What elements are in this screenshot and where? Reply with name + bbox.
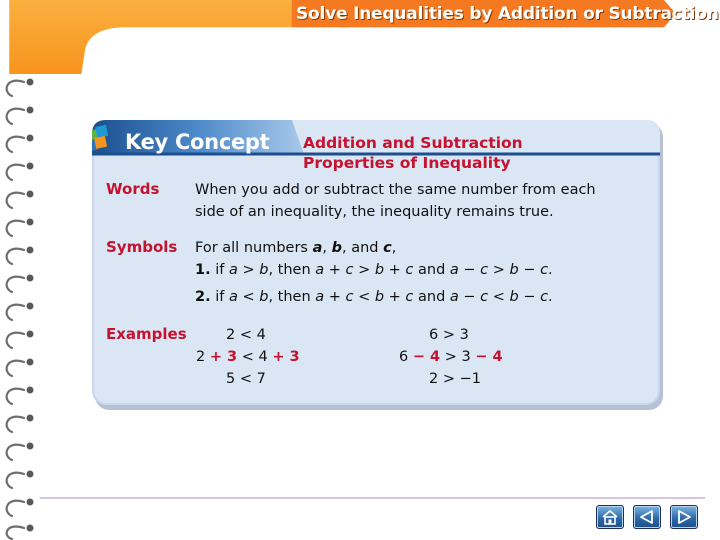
example-sub-line2: 6 − 4 > 3 − 4 — [399, 349, 503, 365]
key-concept-badge: Key Concept — [125, 130, 270, 154]
rule-2: 2. if a < b, then a + c < b + c and a − c < b − c. — [195, 289, 553, 305]
footer-divider — [40, 497, 705, 499]
words-label: Words — [106, 180, 160, 198]
back-button[interactable] — [633, 505, 661, 529]
back-arrow-icon — [634, 506, 660, 528]
forward-button[interactable] — [670, 505, 698, 529]
concept-subtitle — [303, 133, 523, 173]
example-add-line2: 2 + 3 < 4 + 3 — [196, 349, 300, 365]
words-line2: side of an inequality, the inequality remains true. — [195, 204, 554, 220]
example-sub-line1: 6 > 3 — [429, 327, 469, 343]
home-button[interactable] — [596, 505, 624, 529]
example-add-line3: 5 < 7 — [226, 371, 266, 387]
header-bar — [0, 0, 720, 78]
concept-subtitle-line2: Properties of Inequality — [303, 154, 511, 172]
page-title: Solve Inequalities by Addition or Subtraction — [296, 4, 719, 24]
key-concept-card — [92, 120, 663, 410]
concept-subtitle-line1: Addition and Subtraction — [303, 134, 523, 152]
spiral-binding — [0, 70, 40, 540]
rule-1: 1. if a > b, then a + c > b + c and a − c > b − c. — [195, 262, 553, 278]
symbols-label: Symbols — [106, 238, 178, 256]
words-line1: When you add or subtract the same number from each — [195, 182, 596, 198]
example-add-line1: 2 < 4 — [226, 327, 266, 343]
forward-arrow-icon — [671, 506, 697, 528]
home-icon — [597, 506, 623, 528]
symbols-intro: For all numbers a, b, and c, — [195, 240, 397, 256]
example-sub-line3: 2 > −1 — [429, 371, 481, 387]
examples-label: Examples — [106, 325, 187, 343]
